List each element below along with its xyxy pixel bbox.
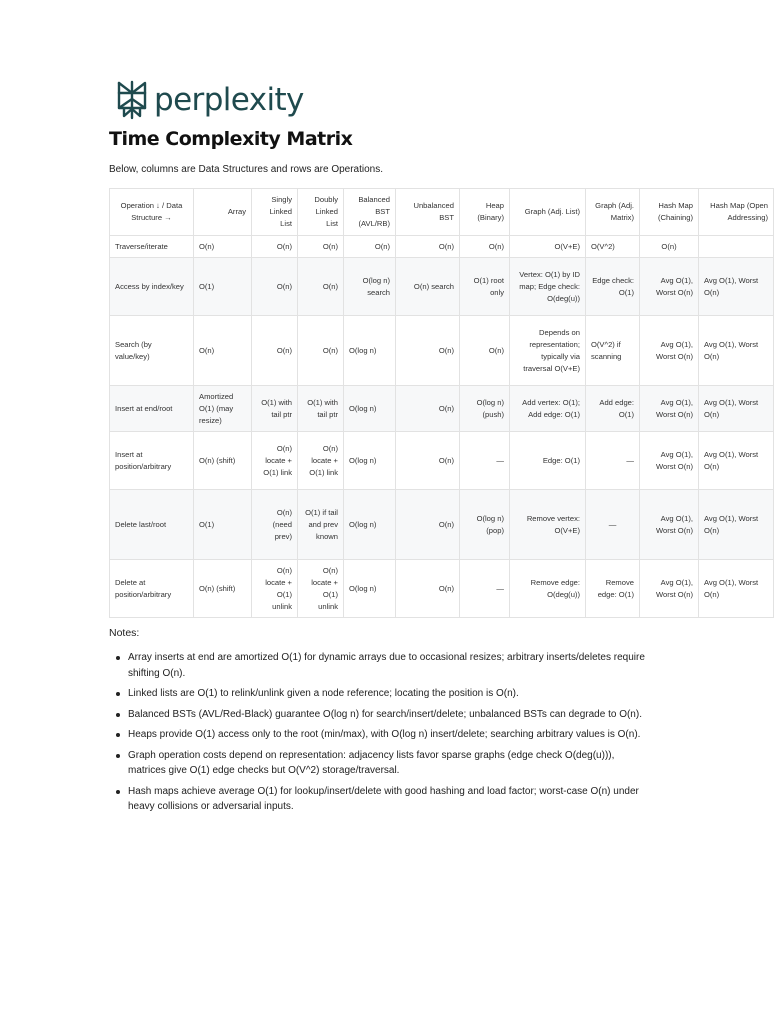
table-cell: O(log n) <box>344 432 396 490</box>
column-header: Graph (Adj. Matrix) <box>586 189 640 236</box>
table-cell: O(n) <box>252 316 298 386</box>
table-cell: O(log n) <box>344 386 396 432</box>
table-cell: Avg O(1), Worst O(n) <box>640 560 699 618</box>
notes-list <box>109 650 649 820</box>
table-cell: O(n) locate + O(1) link <box>298 432 344 490</box>
column-header: Singly Linked List <box>252 189 298 236</box>
table-cell: O(n) <box>396 432 460 490</box>
table-cell: O(log n) search <box>344 258 396 316</box>
table-cell: — <box>586 490 640 560</box>
note-item: Balanced BSTs (AVL/Red-Black) guarantee O(log n) for search/insert/delete; unbalanced BSTs can degrade to O(n). <box>109 707 649 723</box>
table-cell: Avg O(1), Worst O(n) <box>699 316 774 386</box>
table-cell: Remove vertex: O(V+E) <box>510 490 586 560</box>
table-cell: O(log n) <box>344 490 396 560</box>
intro-text: Below, columns are Data Structures and rows are Operations. <box>109 164 384 175</box>
table-cell: O(n) <box>396 386 460 432</box>
table-cell: Avg O(1), Worst O(n) <box>640 490 699 560</box>
column-header: Balanced BST (AVL/RB) <box>344 189 396 236</box>
table-cell: Vertex: O(1) by ID map; Edge check: O(deg(u)) <box>510 258 586 316</box>
table-cell: O(n) <box>640 236 699 258</box>
note-item: Hash maps achieve average O(1) for lookup/insert/delete with good hashing and load factor; worst-case O(n) under heavy collisions or adversarial inputs. <box>109 784 649 815</box>
table-cell: O(log n) <box>344 560 396 618</box>
row-label: Insert at position/arbitrary <box>110 432 194 490</box>
table-cell: O(n) <box>298 258 344 316</box>
table-cell: Avg O(1), Worst O(n) <box>699 432 774 490</box>
table-cell: O(n) (need prev) <box>252 490 298 560</box>
table-cell: O(n) <box>396 236 460 258</box>
table-cell: Avg O(1), Worst O(n) <box>699 490 774 560</box>
table-cell: — <box>460 560 510 618</box>
column-header: Heap (Binary) <box>460 189 510 236</box>
table-cell: Remove edge: O(1) <box>586 560 640 618</box>
table-cell: Avg O(1), Worst O(n) <box>640 258 699 316</box>
table-cell: O(V^2) if scanning <box>586 316 640 386</box>
table-cell: O(n) <box>460 236 510 258</box>
row-label: Search (by value/key) <box>110 316 194 386</box>
table-cell: O(n) search <box>396 258 460 316</box>
table-cell: Remove edge: O(deg(u)) <box>510 560 586 618</box>
note-item: Linked lists are O(1) to relink/unlink given a node reference; locating the position is O(n). <box>109 686 649 702</box>
table-cell: — <box>586 432 640 490</box>
table-cell: O(log n) (push) <box>460 386 510 432</box>
table-cell: O(n) <box>344 236 396 258</box>
column-header: Unbalanced BST <box>396 189 460 236</box>
table-cell: O(1) if tail and prev known <box>298 490 344 560</box>
brand-name: perplexity <box>154 82 304 118</box>
table-cell: O(n) <box>396 490 460 560</box>
note-item: Graph operation costs depend on representation: adjacency lists favor sparse graphs (edge check O(deg(u))), matrices give O(1) edge checks but O(V^2) storage/traversal. <box>109 748 649 779</box>
table-cell: O(n) <box>252 236 298 258</box>
table-cell: O(log n) (pop) <box>460 490 510 560</box>
table-cell: O(1) <box>194 490 252 560</box>
table-header-row <box>110 189 774 236</box>
brand-logo <box>115 78 304 122</box>
table-cell: Avg O(1), Worst O(n) <box>699 386 774 432</box>
table-cell: Edge check: O(1) <box>586 258 640 316</box>
column-header: Graph (Adj. List) <box>510 189 586 236</box>
row-label: Delete at position/arbitrary <box>110 560 194 618</box>
table-cell: O(n) <box>194 236 252 258</box>
table-cell: O(n) locate + O(1) link <box>252 432 298 490</box>
perplexity-logo-icon <box>115 80 149 120</box>
table-row <box>110 490 774 560</box>
table-row <box>110 432 774 490</box>
row-label: Insert at end/root <box>110 386 194 432</box>
table-cell: Avg O(1), Worst O(n) <box>640 316 699 386</box>
column-header: Hash Map (Open Addressing) <box>699 189 774 236</box>
table-cell: O(n) locate + O(1) unlink <box>298 560 344 618</box>
column-header: Doubly Linked List <box>298 189 344 236</box>
table-cell: O(1) with tail ptr <box>252 386 298 432</box>
table-cell: O(n) <box>194 316 252 386</box>
table-cell: O(n) <box>396 316 460 386</box>
table-cell: O(n) <box>252 258 298 316</box>
complexity-table <box>109 188 774 618</box>
table-cell: Add edge: O(1) <box>586 386 640 432</box>
note-item: Array inserts at end are amortized O(1) for dynamic arrays due to occasional resizes; arbitrary inserts/deletes require shifting O(n). <box>109 650 649 681</box>
table-cell: O(n) <box>298 316 344 386</box>
note-item: Heaps provide O(1) access only to the root (min/max), with O(log n) insert/delete; searching arbitrary values is O(n). <box>109 727 649 743</box>
table-cell: Avg O(1), Worst O(n) <box>699 560 774 618</box>
table-cell: Depends on representation; typically via traversal O(V+E) <box>510 316 586 386</box>
table-row <box>110 560 774 618</box>
table-cell: Avg O(1), Worst O(n) <box>640 432 699 490</box>
complexity-table-container[interactable] <box>109 188 768 618</box>
column-header: Array <box>194 189 252 236</box>
table-row <box>110 236 774 258</box>
table-cell: Edge: O(1) <box>510 432 586 490</box>
table-cell: O(log n) <box>344 316 396 386</box>
table-cell <box>699 236 774 258</box>
table-cell: O(n) <box>396 560 460 618</box>
row-label: Traverse/iterate <box>110 236 194 258</box>
table-row <box>110 316 774 386</box>
table-cell: O(n) (shift) <box>194 560 252 618</box>
row-label: Delete last/root <box>110 490 194 560</box>
table-cell: O(n) locate + O(1) unlink <box>252 560 298 618</box>
table-cell: O(n) (shift) <box>194 432 252 490</box>
table-cell: Amortized O(1) (may resize) <box>194 386 252 432</box>
table-cell: Add vertex: O(1); Add edge: O(1) <box>510 386 586 432</box>
notes-heading: Notes: <box>109 627 140 639</box>
page-title: Time Complexity Matrix <box>109 128 353 150</box>
table-cell: O(n) <box>460 316 510 386</box>
table-cell: Avg O(1), Worst O(n) <box>640 386 699 432</box>
table-row <box>110 258 774 316</box>
table-cell: O(V^2) <box>586 236 640 258</box>
column-header: Hash Map (Chaining) <box>640 189 699 236</box>
table-cell: O(1) <box>194 258 252 316</box>
table-cell: O(n) <box>298 236 344 258</box>
table-cell: O(V+E) <box>510 236 586 258</box>
table-cell: O(1) root only <box>460 258 510 316</box>
table-cell: — <box>460 432 510 490</box>
table-row <box>110 386 774 432</box>
table-cell: O(1) with tail ptr <box>298 386 344 432</box>
table-cell: Avg O(1), Worst O(n) <box>699 258 774 316</box>
column-header: Operation ↓ / Data Structure → <box>110 189 194 236</box>
row-label: Access by index/key <box>110 258 194 316</box>
